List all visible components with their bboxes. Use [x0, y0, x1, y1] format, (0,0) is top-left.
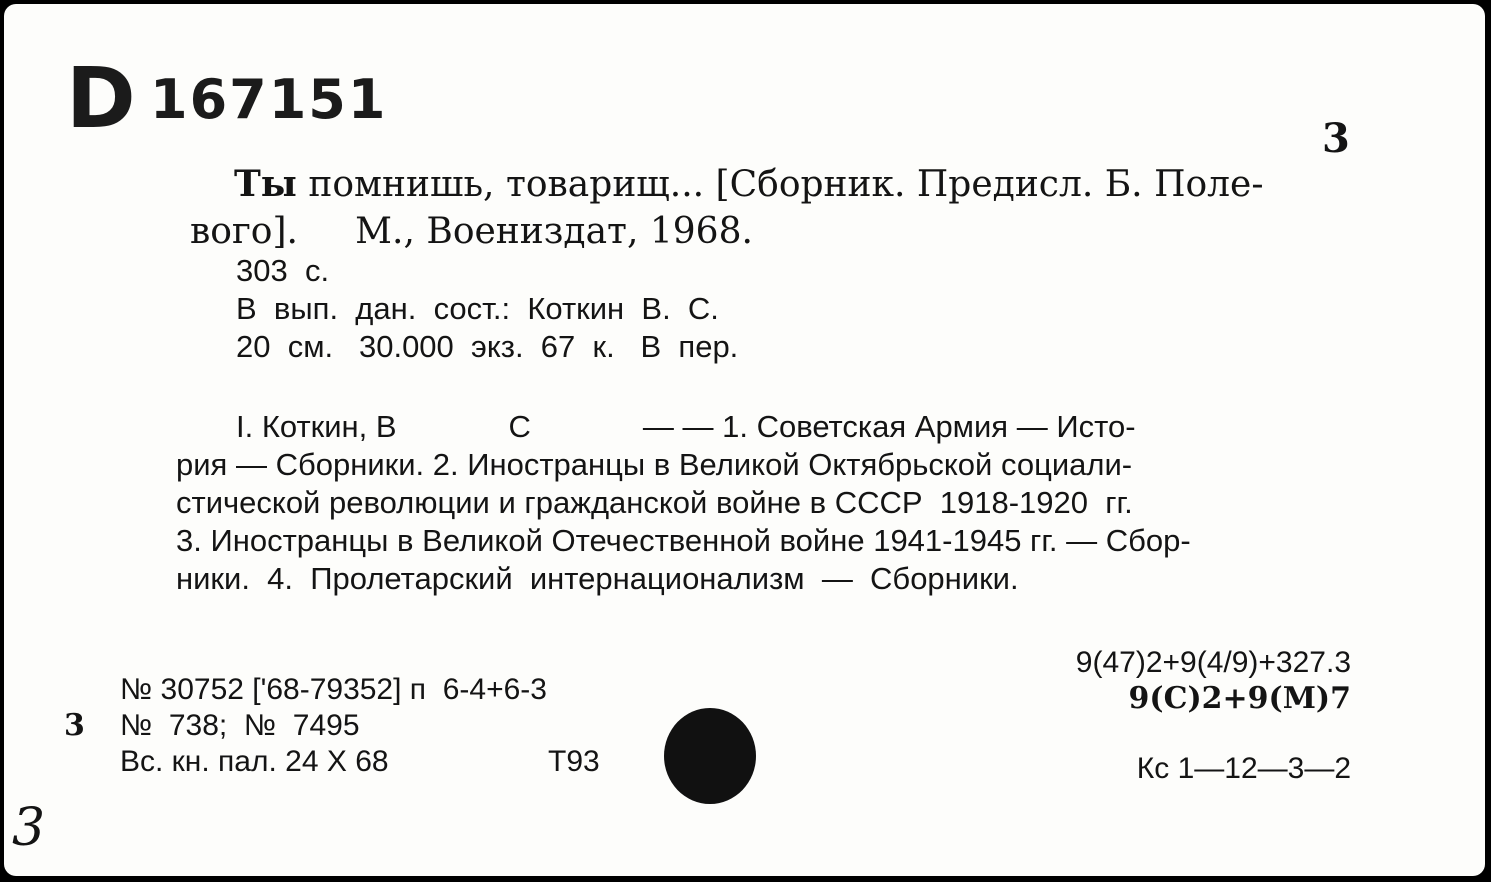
title-line-1: [234, 160, 1374, 209]
physical-description: 20 см. 30.000 экз. 67 к. В пер.: [236, 329, 739, 364]
subject-line-2: рия — Сборники. 2. Иностранцы в Великой Октябрьской социали-: [176, 447, 1133, 482]
stamp-letter: D: [66, 49, 136, 147]
registration-prefix: 3: [64, 708, 85, 743]
corner-mark: 3: [1322, 115, 1350, 162]
subject-line-1: I. Коткин, В С — — 1. Советская Армия — Исто-: [236, 409, 1136, 444]
subject-line-4: 3. Иностранцы в Великой Отечественной войне 1941-1945 гг. — Сбор-: [176, 523, 1191, 558]
punch-hole: [664, 708, 756, 804]
classification-primary: 9(47)2+9(4/9)+327.3: [1075, 646, 1351, 679]
compiler: В вып. дан. сост.: Коткин В. С.: [236, 291, 719, 326]
subject-line-5: ники. 4. Пролетарский интернационализм — Сборники.: [176, 561, 1019, 596]
catalog-card: [4, 4, 1485, 876]
classification-secondary: 9(С)2+9(М)7: [1128, 681, 1351, 716]
ks-code: Кс 1—12—3—2: [1136, 752, 1351, 785]
chamber-code: Т93: [548, 745, 600, 778]
title-first-word: Ты: [234, 163, 297, 205]
chamber-record: Вс. кн. пал. 24 Х 68: [120, 745, 389, 778]
title-rest: помнишь, товарищ... [Сборник. Предисл. Б. Поле-: [296, 164, 1264, 205]
title-line-2: вого]. М., Воениздат, 1968.: [190, 211, 753, 252]
pages: 303 с.: [236, 253, 330, 288]
registration-numbers: № 738; № 7495: [120, 709, 360, 742]
stamp-number: 167151: [150, 68, 388, 131]
handwritten-mark: 3: [12, 798, 46, 858]
subject-line-3: стической революции и гражданской войне в СССР 1918-1920 гг.: [176, 485, 1133, 520]
registration-number: № 30752 ['68-79352] п 6-4+6-3: [120, 673, 547, 706]
